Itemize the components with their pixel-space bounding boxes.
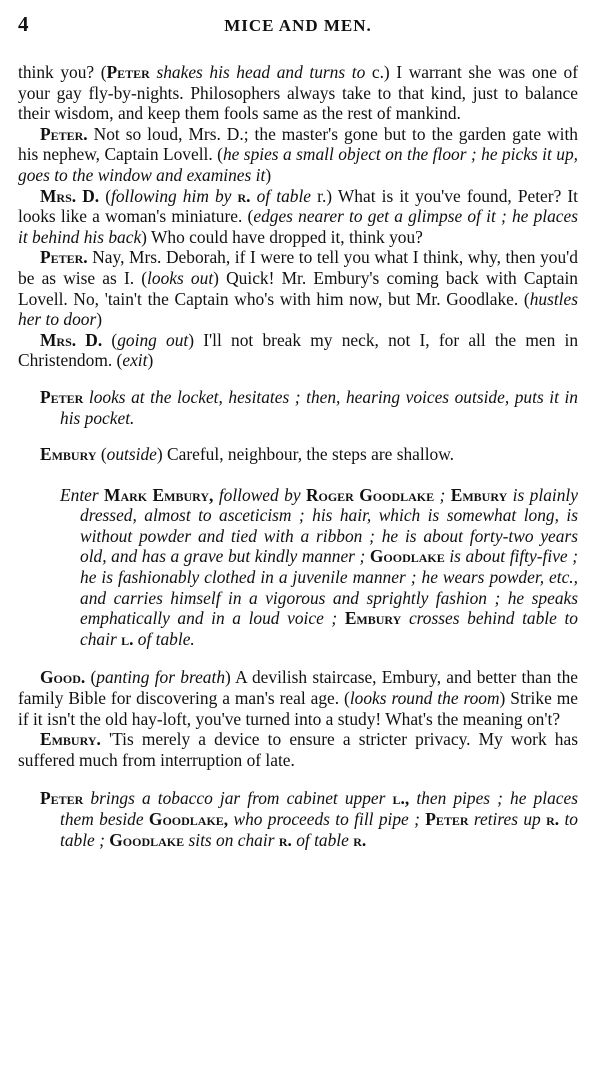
speaker-name: Peter. xyxy=(40,247,88,268)
paragraph-6: Embury (outside) Careful, neighbour, the steps are shallow. xyxy=(40,444,455,465)
page-header xyxy=(18,14,578,38)
speaker-name: Mrs. D. xyxy=(40,329,103,350)
stage-direction-block-2: Enter Mark Embury, followed by Roger Goodlake ; Embury is plainly dressed, almost to asceticism ; his hair, which is somewhat long, is without powder and tied with a ribbon ; he is about forty-two years old, and has a grave but kindly manner ; Goodlake is about fifty-five ; he is fashionably clothed in a juvenile manner ; he wears powder, etc., and carries himself in a vigorous and sprightly fashion ; he speaks emphatically and in a loud voice ; Embury crosses behind table to chair l. of table. xyxy=(60,484,578,649)
speaker-name: Good. xyxy=(40,667,86,688)
paragraph-8: Embury. 'Tis merely a device to ensure a stricter privacy. My work has suffered much from interruption of late. xyxy=(18,729,578,770)
speaker-name: Peter xyxy=(106,62,150,82)
stage-direction: shakes his head and turns to xyxy=(149,62,366,82)
stage-direction-block-1: Peter looks at the locket, hesitates ; then, hearing voices outside, puts it in his pocket. xyxy=(40,386,578,428)
stage-direction: he spies a small object on the floor ; he picks it up, goes to the window and examines it xyxy=(18,144,578,185)
paragraph-2: Peter. Not so loud, Mrs. D.; the master's gone but to the garden gate with his nephew, Captain Lovell. (he spies a small object on the floor ; he picks it up, goes to the window and examines it) xyxy=(18,123,578,185)
paragraph-1: think you? (Peter shakes his head and turns to c.) I warrant she was one of your gay fly-by-nights. Philosophers always take to that kind, just to balance their wisdom, and keep them fools same as the rest of mankind. xyxy=(18,62,579,124)
paragraph-7: Good. (panting for breath) A devilish staircase, Embury, and better than the family Bible for discovering a man's real age. (looks round the room) Strike me if it isn't the old hay-loft, you've turned into a study! What's the meaning on't? xyxy=(18,667,578,729)
paragraph-4: Peter. Nay, Mrs. Deborah, if I were to tell you what I think, why, then you'd be as wise as I. (looks out) Quick! Mr. Embury's coming back with Captain Lovell. No, 'tain't the Captain who's with him now, but Mr. Goodlake. (hustles her to door) xyxy=(18,247,578,330)
speaker-name: Peter. xyxy=(40,123,88,144)
speaker-name: Mrs. D. xyxy=(40,185,100,206)
running-title: MICE AND MEN. xyxy=(224,16,372,35)
stage-direction: edges nearer to get a glimpse of it ; he places it behind his back xyxy=(18,206,578,247)
speaker-name: Embury xyxy=(40,444,97,465)
paragraph-5: Mrs. D. (going out) I'll not break my neck, not I, for all the men in Christendom. (exit) xyxy=(18,329,579,371)
stage-direction-block-3: Peter brings a tobacco jar from cabinet upper l., then pipes ; he places them beside Goodlake, who proceeds to fill pipe ; Peter retires up r. to table ; Goodlake sits on chair r. of table r. xyxy=(40,788,578,850)
paragraph-3: Mrs. D. (following him by r. of table r.) What is it you've found, Peter? It looks like a woman's miniature. (edges nearer to get a glimpse of it ; he places it behind his back) Who could have dropped it, think you? xyxy=(18,185,579,247)
speaker-name: Embury. xyxy=(40,729,101,750)
page-number: 4 xyxy=(18,12,29,36)
